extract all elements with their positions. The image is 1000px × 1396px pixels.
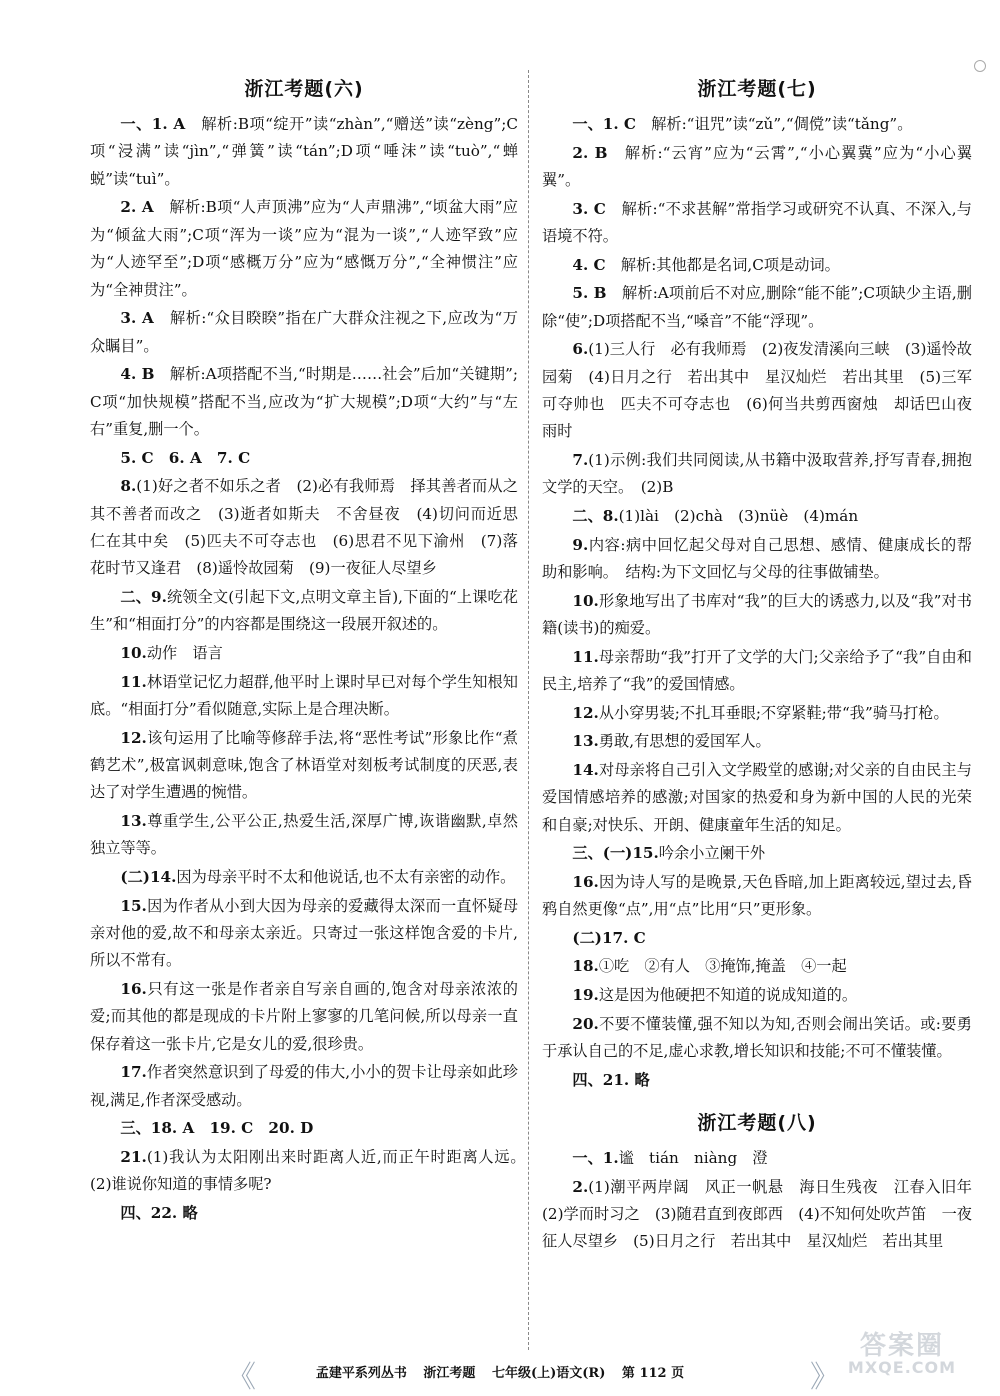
answer-text: 谧 tián niàng 澄: [618, 1148, 768, 1167]
answer-text: 不要不懂装懂,强不知以为知,否则会闹出笑话。或:要勇于承认自己的不足,虚心求教,增长知识和技能;不可不懂装懂。: [542, 1014, 972, 1060]
answer-item: [90, 584, 518, 639]
answer-item: [542, 447, 972, 502]
answer-item: [542, 728, 972, 755]
column-divider: [528, 70, 529, 1350]
answer-text: 该句运用了比喻等修辞手法,将“恶性考试”形象比作“煮鹤艺术”,极富讽刺意味,饱含了林语堂对刻板考试制度的厌恶,表达了对学生遭遇的惋惜。: [90, 728, 518, 802]
footer-series: 孟建平系列丛书: [315, 1366, 407, 1381]
answer-text: 这是因为他硬把不知道的说成知道的。: [598, 985, 858, 1004]
answer-number: 20.: [572, 1014, 599, 1033]
answer-text: 只有这一张是作者亲自写亲自画的,饱含对母亲浓浓的爱;而其他的都是现成的卡片附上寥寥的几笔问候,所以母亲一直保存着这一张卡片,它是女儿的爱,很珍贵。: [90, 980, 518, 1053]
answer-item: [90, 1144, 534, 1199]
answer-number: 3. A: [120, 309, 154, 328]
answer-number: 7.: [572, 451, 589, 469]
answer-number: 四、22. 略: [120, 1204, 198, 1223]
answer-item: [542, 503, 972, 530]
answer-text: 尊重学生,公平公正,热爱生活,深厚广博,诙谐幽默,卓然独立等等。: [90, 812, 518, 858]
answer-item: [542, 953, 972, 980]
answer-number: 2. A: [120, 198, 154, 217]
answer-number: 一、1. C: [572, 115, 636, 133]
answer-text: 解析:B项“绽开”读“zhàn”,“赠送”读“zèng”;C项“浸满”读“jìn”,“弹簧”读“tán”;D项“唾沫”读“tuò”,“蝉蜕”读“tuì”。: [90, 115, 518, 188]
answer-item: [90, 194, 518, 304]
answer-item: [90, 725, 518, 807]
answer-text: ①吃 ②有人 ③掩饰,掩盖 ④一起: [598, 957, 847, 976]
answer-item: [90, 976, 518, 1058]
answer-number: 13.: [120, 812, 147, 831]
answer-text: 形象地写出了书库对“我”的巨大的诱惑力,以及“我”对书籍(读书)的痴爱。: [542, 591, 972, 637]
answer-number: 19.: [572, 985, 599, 1004]
answer-text: 母亲帮助“我”打开了文学的大门;父亲给予了“我”自由和民主,培养了“我”的爱国情感。: [542, 647, 972, 693]
answer-number: 三、18. A 19. C 20. D: [120, 1119, 314, 1138]
answer-number: 三、(一)15.: [572, 844, 659, 863]
answer-text: (1)好之者不如乐之者 (2)必有我师焉 择其善者而从之 其不善者而改之 (3)逝者如斯夫 不舍昼夜 (4)切问而近思 仁在其中矣 (5)匹夫不可夺志也 (6)思君不见下渝州 (7)落花时节又逢君 (8)遥怜故园菊 (9)一夜征人尽望乡: [90, 477, 534, 578]
answer-number: 17.: [120, 1063, 147, 1082]
watermark-line2: MXQE.COM: [847, 1358, 957, 1377]
answer-item: [542, 869, 972, 924]
answer-item: [542, 140, 972, 195]
answer-number: 一、1.: [572, 1148, 619, 1167]
answer-item: [90, 1200, 518, 1227]
answer-number: 4. B: [120, 365, 155, 384]
answer-text: 因为作者从小到大因为母亲的爱藏得太深而一直怀疑母亲对他的爱,故不和母亲太亲近。只寄过一张这样饱含爱的卡片,所以不常有。: [90, 896, 518, 970]
answer-item: [542, 532, 972, 587]
answer-item: [542, 1145, 972, 1172]
answer-text: 因为母亲平时不太和他说话,也不太有亲密的动作。: [176, 868, 516, 887]
answer-text: 解析:A项搭配不当,“时期是……社会”后加“关键期”;C项“加快规模”搭配不当,应改为“扩大规模”;D项“大约”与“左右”重复,删一个。: [90, 365, 518, 439]
footer-book: 浙江考题: [423, 1366, 476, 1381]
answer-text: 解析:“众目睽睽”指在广大群众注视之下,应改为“万众瞩目”。: [90, 309, 518, 355]
answer-item: [542, 1067, 972, 1094]
answer-item: [542, 700, 972, 727]
answer-number: 一、1. A: [120, 115, 186, 133]
section-title-seven: 浙江考题(七): [697, 78, 817, 100]
answer-number: 11.: [572, 647, 599, 666]
answer-number: 13.: [572, 732, 599, 751]
answer-text: 对母亲将自己引入文学殿堂的感谢;对父亲的自由民主与爱国情感培养的感激;对国家的热爱和身为新中国的人民的光荣和自豪;对快乐、开朗、健康童年生活的知足。: [542, 760, 972, 834]
answer-number: 14.: [572, 760, 599, 779]
right-answers-seven: [542, 111, 972, 1094]
answer-number: 15.: [120, 896, 147, 915]
answer-number: 12.: [572, 703, 599, 722]
answer-text: 内容:病中回忆起父母对自己思想、感情、健康成长的帮助和影响。 结构:为下文回忆与父母的往事做铺垫。: [542, 535, 972, 581]
answer-number: 3. C: [572, 199, 606, 218]
answer-item: [542, 252, 972, 279]
watermark-line1: 答案圈: [859, 1331, 944, 1361]
answer-text: (1)潮平两岸阔 风正一帆悬 海日生残夜 江春入旧年 (2)学而时习之 (3)随君直到夜郎西 (4)不知何处吹芦笛 一夜征人尽望乡 (5)日月之行 若出其中 星汉灿烂 若出其里: [542, 1177, 988, 1251]
answer-text: (1)我认为太阳刚出来时距离人近,而正午时距离人远。 (2)谁说你知道的事情多呢?: [90, 1148, 534, 1194]
answer-number: 16.: [572, 872, 599, 891]
watermark-logo: [832, 1331, 972, 1391]
answer-item: [90, 445, 518, 472]
answer-number: 四、21. 略: [572, 1070, 650, 1089]
answer-number: 6.: [572, 340, 589, 359]
answer-item: [542, 280, 972, 335]
answer-number: (二)14.: [120, 868, 177, 887]
answer-text: 解析:A项前后不对应,删除“能不能”;C项缺少主语,删除“使”;D项搭配不当,“嗓音”不能“浮现”。: [542, 284, 972, 330]
answer-number: 9.: [572, 535, 589, 554]
answer-item: [542, 982, 972, 1009]
answer-number: 2. B: [572, 143, 608, 162]
answer-number: 二、8.: [572, 507, 619, 525]
answer-item: [90, 305, 518, 360]
answer-item: [90, 864, 518, 891]
corner-mark: [974, 60, 986, 72]
answer-text: 动作 语言: [146, 644, 223, 663]
answer-number: 16.: [120, 980, 147, 999]
answer-item: [542, 588, 972, 643]
answer-item: [90, 893, 518, 975]
section-title-six: 浙江考题(六): [244, 78, 364, 100]
answer-number: 8.: [120, 477, 137, 496]
answer-text: (1)示例:我们共同阅读,从书籍中汲取营养,抒写青春,拥抱文学的天空。 (2)B: [542, 451, 972, 497]
answer-text: (1)lài (2)chà (3)nüè (4)mán: [618, 507, 859, 525]
answer-item: [542, 196, 972, 251]
answer-number: 2.: [572, 1177, 589, 1196]
answer-item: [542, 757, 972, 839]
answer-number: 4. C: [572, 255, 606, 274]
answer-text: 勇敢,有思想的爱国军人。: [598, 732, 771, 751]
answer-text: 解析:“诅咒”读“zǔ”,“倜傥”读“tǎng”。: [636, 115, 913, 133]
footer-page-number: 第 112 页: [621, 1366, 685, 1381]
answer-item: [542, 840, 972, 867]
answer-item: [90, 361, 518, 443]
answer-item: [542, 644, 972, 699]
answer-text: 因为诗人写的是晚景,天色昏暗,加上距离较远,望过去,昏鸦自然更像“点”,用“点”比用“只”更形象。: [542, 872, 972, 919]
answer-item: [542, 1174, 988, 1256]
answer-item: [90, 669, 518, 724]
answer-item: [90, 111, 518, 193]
answer-item: [542, 925, 972, 952]
answer-text: 作者突然意识到了母爱的伟大,小小的贺卡让母亲如此珍视,满足,作者深受感动。: [90, 1063, 518, 1109]
answer-item: [542, 336, 972, 446]
answer-text: 解析:B项“人声顶沸”应为“人声鼎沸”,“顷盆大雨”应为“倾盆大雨”;C项“浑为一谈”应为“混为一谈”,“人迹罕致”应为“人迹罕至”;D项“感概万分”应为“感慨万分”,“全神惯注”应为“全神贯注”。: [90, 198, 518, 299]
left-column: [90, 66, 534, 1229]
footer-grade: 七年级(上)语文(R): [491, 1366, 606, 1381]
answer-number: 二、9.: [120, 588, 167, 607]
answer-text: 吟余小立阑干外: [658, 844, 766, 863]
section-title-eight: 浙江考题(八): [697, 1111, 817, 1134]
right-column: [542, 66, 988, 1257]
right-answers-eight: [542, 1145, 988, 1256]
answer-number: (二)17. C: [572, 928, 646, 947]
answer-number: 5. B: [572, 284, 607, 303]
answer-number: 10.: [120, 644, 147, 663]
answer-item: [90, 473, 534, 583]
answer-text: 林语堂记忆力超群,他平时上课时早已对每个学生知根知底。“相面打分”看似随意,实际上是合理决断。: [90, 672, 518, 719]
answer-number: 10.: [572, 591, 599, 610]
answer-text: 从小穿男装;不扎耳垂眼;不穿紧鞋;带“我”骑马打枪。: [598, 703, 949, 722]
answer-item: [90, 1115, 518, 1142]
left-answers: [90, 111, 534, 1227]
answer-item: [90, 1059, 518, 1114]
answer-number: 12.: [120, 728, 147, 747]
answer-text: 统领全文(引起下文,点明文章主旨),下面的“上课吃花生”和“相面打分”的内容都是围绕这一段展开叙述的。: [90, 588, 518, 634]
answer-number: 11.: [120, 672, 147, 691]
answer-item: [90, 808, 518, 863]
answer-number: 5. C 6. A 7. C: [120, 448, 251, 467]
answer-item: [542, 111, 972, 138]
answer-text: 解析:“云宵”应为“云霄”,“小心翼冀”应为“小心翼翼”。: [542, 143, 973, 189]
answer-number: 18.: [572, 957, 599, 976]
answer-text: 解析:其他都是名词,C项是动词。: [605, 255, 840, 274]
answer-number: 21.: [120, 1148, 147, 1167]
answer-item: [90, 640, 518, 667]
answer-text: (1)三人行 必有我师焉 (2)夜发清溪向三峡 (3)遥怜故园菊 (4)日月之行 若出其中 星汉灿烂 若出其里 (5)三军可夺帅也 匹夫不可夺志也 (6)何当共剪西窗烛 却话巴山夜雨时: [542, 340, 972, 441]
chevron-right-icon: 》: [810, 1360, 840, 1395]
answer-text: 解析:“不求甚解”常指学习或研究不认真、不深入,与语境不符。: [542, 199, 972, 245]
answer-item: [542, 1011, 972, 1066]
chevron-left-icon: 《: [226, 1360, 256, 1395]
